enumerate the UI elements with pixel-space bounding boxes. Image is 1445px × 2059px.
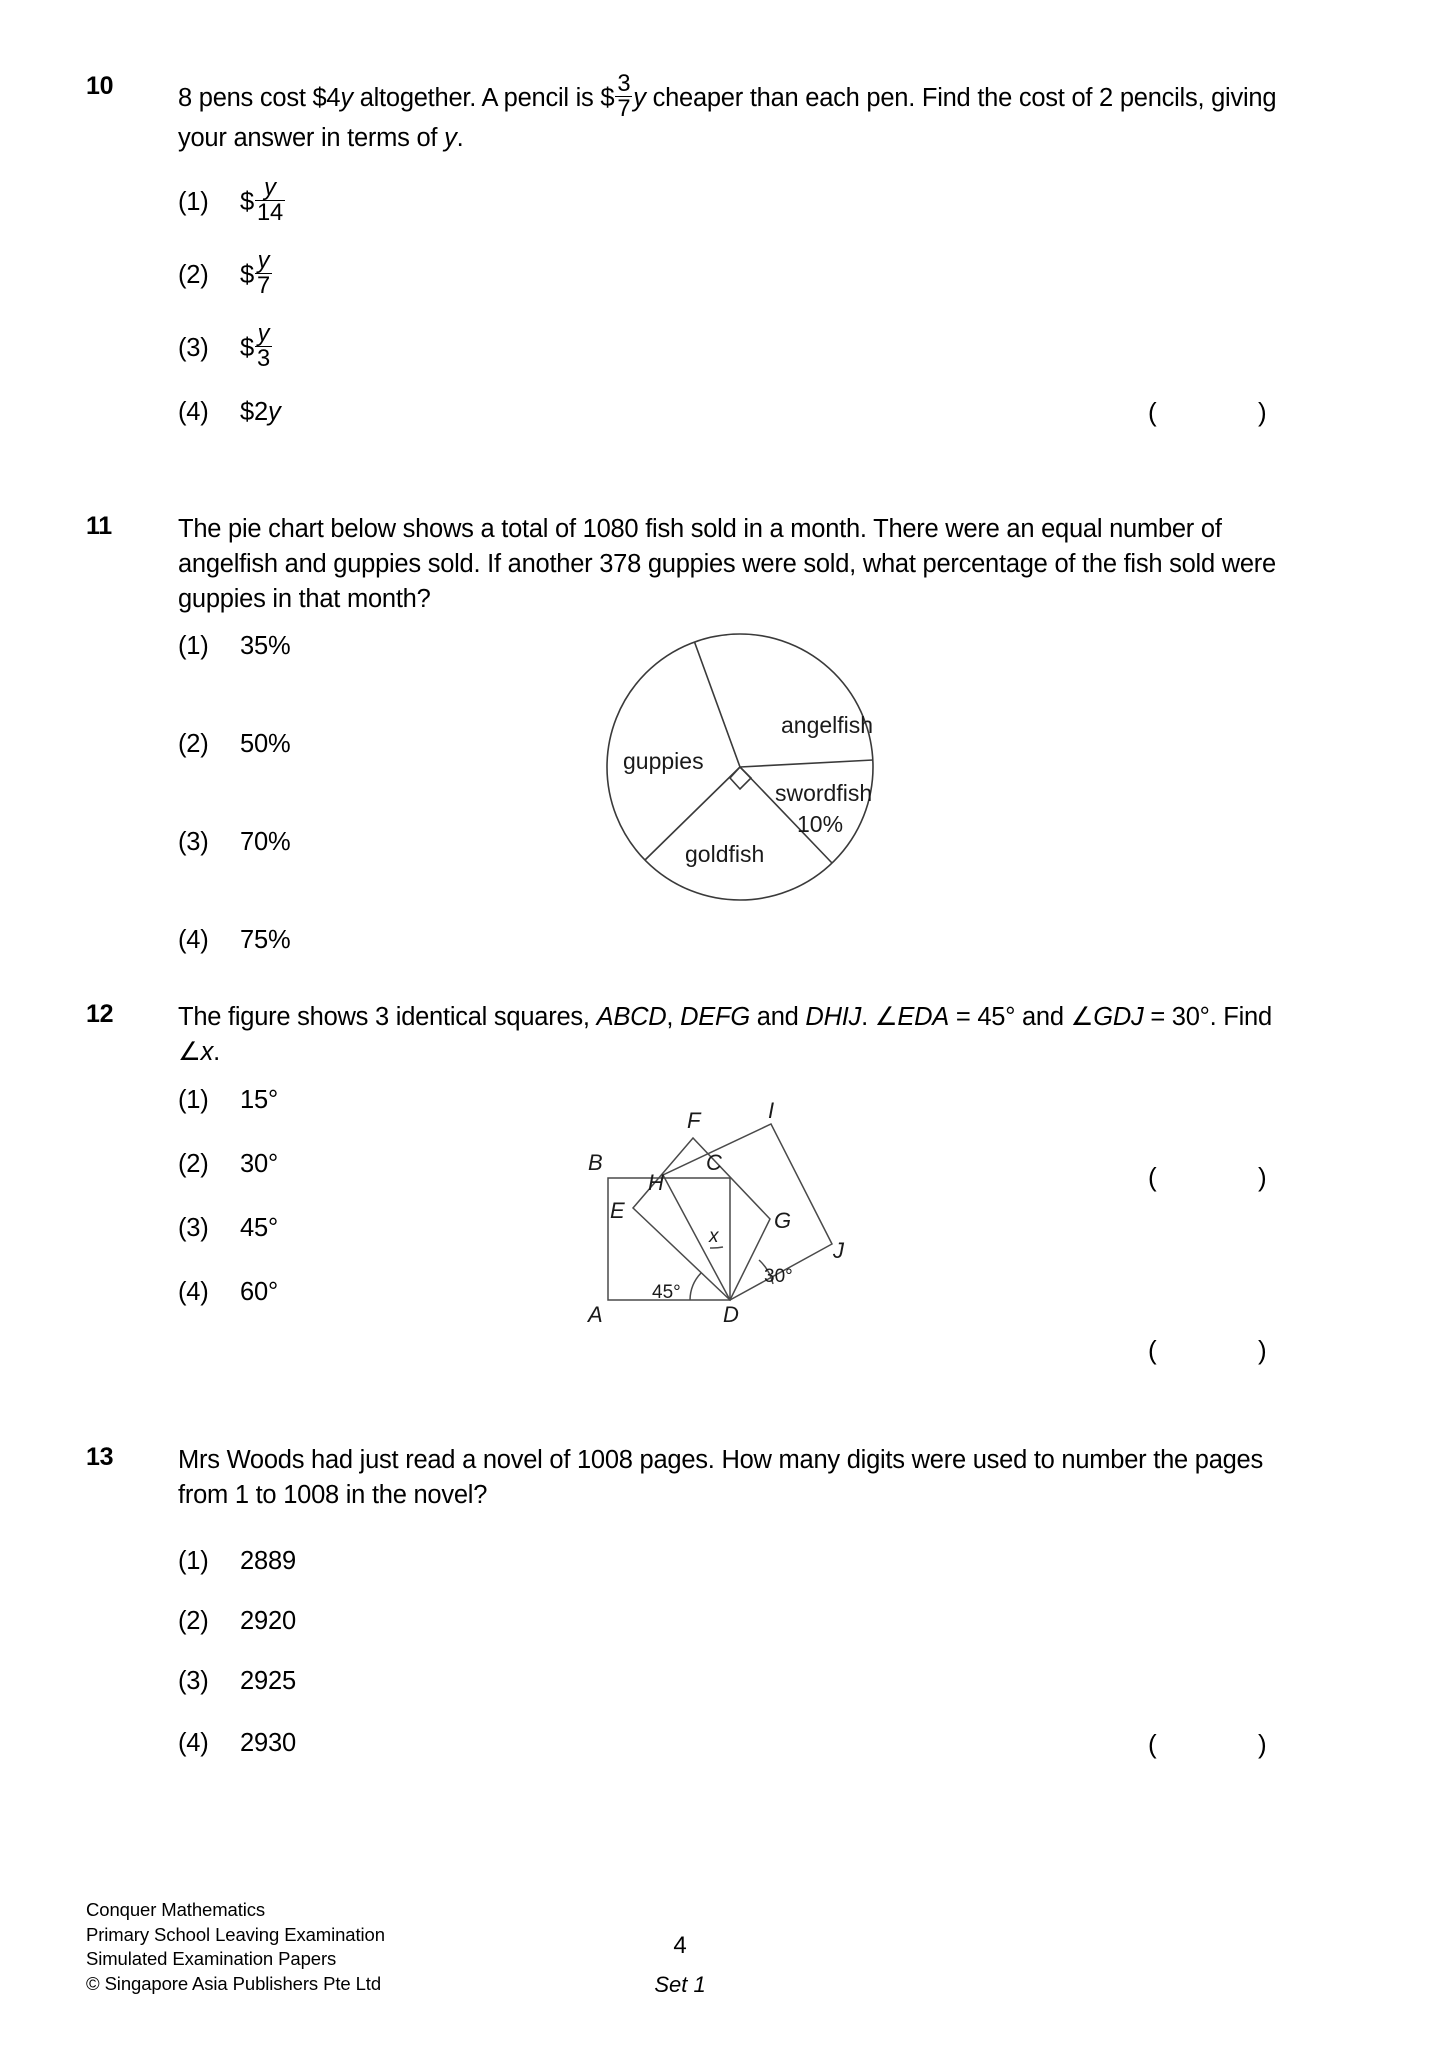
q12-option-3[interactable] xyxy=(178,1214,278,1243)
q11-answer-bracket-left: ( xyxy=(1148,1162,1157,1192)
q11-option-1[interactable] xyxy=(178,632,290,661)
q10-var-1: y xyxy=(340,84,353,113)
q10-option-1-value xyxy=(240,175,286,227)
q10-option-1-numerator: y xyxy=(264,175,276,201)
vertex-label-H: H xyxy=(648,1170,664,1195)
q11-option-2-value: 50% xyxy=(240,730,291,758)
q13-answer-bracket-right: ) xyxy=(1258,1729,1267,1759)
q10-text-part-2: altogether. A pencil is $ xyxy=(352,84,615,113)
q10-option-4-amount: $2 xyxy=(240,398,268,426)
q10-option-1-denominator: 14 xyxy=(256,200,283,227)
pie-label-goldfish: goldfish xyxy=(685,841,765,867)
set-label: Set 1 xyxy=(654,1972,706,1997)
question-10-text xyxy=(178,72,1293,156)
pie-label-swordfish: swordfish xyxy=(775,780,873,806)
q11-option-3-value: 70% xyxy=(240,828,291,856)
question-13-number: 13 xyxy=(86,1443,114,1471)
angle-arc-45 xyxy=(690,1273,701,1300)
right-angle-marker-icon xyxy=(730,767,751,789)
q12-text-part-2: , xyxy=(666,1003,681,1031)
q13-option-4[interactable] xyxy=(178,1729,296,1758)
q10-option-3-value xyxy=(240,321,273,373)
q12-option-4-label: (4) xyxy=(178,1278,209,1306)
geometry-figure xyxy=(560,1090,900,1335)
q10-option-1-fraction xyxy=(255,176,285,225)
q11-answer-bracket-right: ) xyxy=(1258,1162,1267,1192)
footer-line-2: Primary School Leaving Examination xyxy=(86,1923,385,1945)
q10-option-3-numerator: y xyxy=(257,321,270,347)
vertex-label-I: I xyxy=(768,1098,775,1123)
angle-label-30: 30° xyxy=(764,1266,793,1287)
q10-option-2-label: (2) xyxy=(178,261,209,290)
pie-chart-figure xyxy=(585,617,895,922)
q10-answer-bracket-right: ) xyxy=(1258,397,1267,427)
q12-option-4[interactable] xyxy=(178,1278,278,1307)
q12-angle-x: x xyxy=(200,1038,214,1066)
pie-label-swordfish-percent: 10% xyxy=(797,811,844,837)
q10-option-2-fraction xyxy=(255,249,272,298)
q10-text-part-1: 8 pens cost $4 xyxy=(178,84,341,113)
vertex-label-J: J xyxy=(833,1238,844,1263)
q13-answer-bracket-left: ( xyxy=(1148,1729,1157,1759)
square-DEFG xyxy=(633,1138,770,1300)
q13-option-3-value: 2925 xyxy=(240,1667,296,1695)
footer-line-3: Simulated Examination Papers xyxy=(86,1948,337,1969)
angle-label-45: 45° xyxy=(652,1282,681,1303)
q12-text-part-3: and xyxy=(749,1003,806,1031)
q13-option-2-value: 2920 xyxy=(240,1607,296,1635)
question-13-text: Mrs Woods had just read a novel of 1008 pages. How many digits were used to number the pages from 1 to 1008 in the novel? xyxy=(178,1446,1263,1509)
q10-option-4-variable: y xyxy=(267,398,281,426)
q12-answer-bracket-left: ( xyxy=(1148,1335,1157,1365)
angle-arc-x xyxy=(710,1247,723,1248)
q12-square-2: DEFG xyxy=(680,1003,750,1031)
q12-option-2-label: (2) xyxy=(178,1150,209,1178)
q12-text-part-4: . ∠ xyxy=(861,1003,898,1031)
q12-option-3-label: (3) xyxy=(178,1214,209,1242)
q10-option-1[interactable] xyxy=(178,176,286,225)
q11-option-4-value: 75% xyxy=(240,926,291,954)
q10-option-1-currency: $ xyxy=(240,188,254,217)
q10-text-part-3: cheaper than each pen. Find the cost of 2 pencils, giving your answer in terms of xyxy=(178,84,1277,153)
vertex-label-C: C xyxy=(706,1150,722,1175)
q13-option-1-value: 2889 xyxy=(240,1547,296,1575)
q12-text-part-7: . xyxy=(213,1038,220,1066)
q10-option-2-currency: $ xyxy=(240,261,254,290)
q10-option-3-denominator: 3 xyxy=(256,346,270,373)
q12-text-part-5: = 45° and ∠ xyxy=(949,1003,1094,1031)
q10-option-4[interactable] xyxy=(178,398,281,427)
pie-divider-angelfish-swordfish xyxy=(740,760,873,767)
q10-var-3: y xyxy=(444,124,457,153)
pie-label-guppies: guppies xyxy=(623,748,704,774)
q12-option-1-value: 15° xyxy=(240,1086,278,1114)
vertex-label-G: G xyxy=(774,1208,792,1233)
q10-option-4-value xyxy=(240,398,281,426)
q10-option-3-currency: $ xyxy=(240,334,254,363)
q12-option-3-value: 45° xyxy=(240,1214,278,1242)
footer-copyright: © Singapore Asia Publishers Pte Ltd xyxy=(86,1972,382,1994)
page-footer xyxy=(86,1898,385,1996)
q11-option-4[interactable] xyxy=(178,926,290,955)
q10-option-2-numerator: y xyxy=(257,248,270,274)
q11-option-4-label: (4) xyxy=(178,926,209,954)
q12-option-2[interactable] xyxy=(178,1150,278,1179)
angle-label-x: x xyxy=(709,1226,719,1247)
q10-fraction-numerator: 3 xyxy=(617,71,631,97)
q10-option-3-fraction xyxy=(255,322,272,371)
q10-answer-bracket-left: ( xyxy=(1148,397,1157,427)
question-11-text: The pie chart below shows a total of 1080 fish sold in a month. There were an equal number of angelfish and guppies sold. If another 378 guppies were sold, what percentage of the fish sold were guppies in that month? xyxy=(178,515,1276,613)
q12-text-part-6: = 30°. Find ∠ xyxy=(178,1003,1272,1066)
vertex-label-E: E xyxy=(610,1198,625,1223)
q11-option-1-value: 35% xyxy=(240,632,291,660)
q13-option-1[interactable] xyxy=(178,1547,296,1576)
vertex-label-B: B xyxy=(588,1150,603,1175)
q10-option-2-denominator: 7 xyxy=(256,273,270,300)
q10-option-3-label: (3) xyxy=(178,334,209,363)
page-number: 4 xyxy=(673,1932,687,1959)
q10-var-2: y xyxy=(633,84,646,113)
q13-option-4-label: (4) xyxy=(178,1729,209,1757)
question-10-number: 10 xyxy=(86,72,114,100)
q12-option-2-value: 30° xyxy=(240,1150,278,1178)
q12-angle-1: EDA xyxy=(897,1003,950,1031)
vertex-label-F: F xyxy=(687,1108,701,1133)
q12-square-3: DHIJ xyxy=(805,1003,862,1031)
vertex-label-D: D xyxy=(723,1302,739,1327)
q10-fraction-denominator: 7 xyxy=(617,96,631,123)
q12-square-1: ABCD xyxy=(596,1003,667,1031)
q13-option-4-value: 2930 xyxy=(240,1729,296,1757)
q13-option-3-label: (3) xyxy=(178,1667,209,1695)
q12-text-part-1: The figure shows 3 identical squares, xyxy=(178,1003,597,1031)
q10-option-1-label: (1) xyxy=(178,188,209,217)
q11-option-2[interactable] xyxy=(178,730,290,759)
q12-option-1[interactable] xyxy=(178,1086,278,1115)
q10-option-2[interactable] xyxy=(178,249,273,298)
question-11-number: 11 xyxy=(86,512,112,540)
q12-option-4-value: 60° xyxy=(240,1278,278,1306)
geometry-svg xyxy=(560,1090,900,1330)
q10-option-3[interactable] xyxy=(178,322,273,371)
q11-option-3[interactable] xyxy=(178,828,290,857)
q12-answer-bracket-right: ) xyxy=(1258,1335,1267,1365)
q13-option-2[interactable] xyxy=(178,1607,296,1636)
q11-option-2-label: (2) xyxy=(178,730,209,758)
pie-label-angelfish: angelfish xyxy=(781,712,874,738)
q10-text-part-4: . xyxy=(456,124,464,153)
square-DHIJ xyxy=(663,1124,832,1300)
q13-option-2-label: (2) xyxy=(178,1607,209,1635)
q11-option-1-label: (1) xyxy=(178,632,209,660)
q13-option-1-label: (1) xyxy=(178,1547,209,1575)
q10-option-4-label: (4) xyxy=(178,398,209,426)
q13-option-3[interactable] xyxy=(178,1667,296,1696)
pie-chart-svg xyxy=(585,617,895,917)
q10-option-2-value xyxy=(240,248,273,300)
footer-line-1: Conquer Mathematics xyxy=(86,1899,266,1920)
question-12-number: 12 xyxy=(86,1000,114,1028)
q11-option-3-label: (3) xyxy=(178,828,209,856)
q10-fraction-three-sevenths xyxy=(615,72,632,121)
q12-option-1-label: (1) xyxy=(178,1086,209,1114)
vertex-label-A: A xyxy=(588,1302,603,1327)
question-12-text xyxy=(178,1000,1293,1070)
q12-angle-2: GDJ xyxy=(1093,1003,1144,1031)
